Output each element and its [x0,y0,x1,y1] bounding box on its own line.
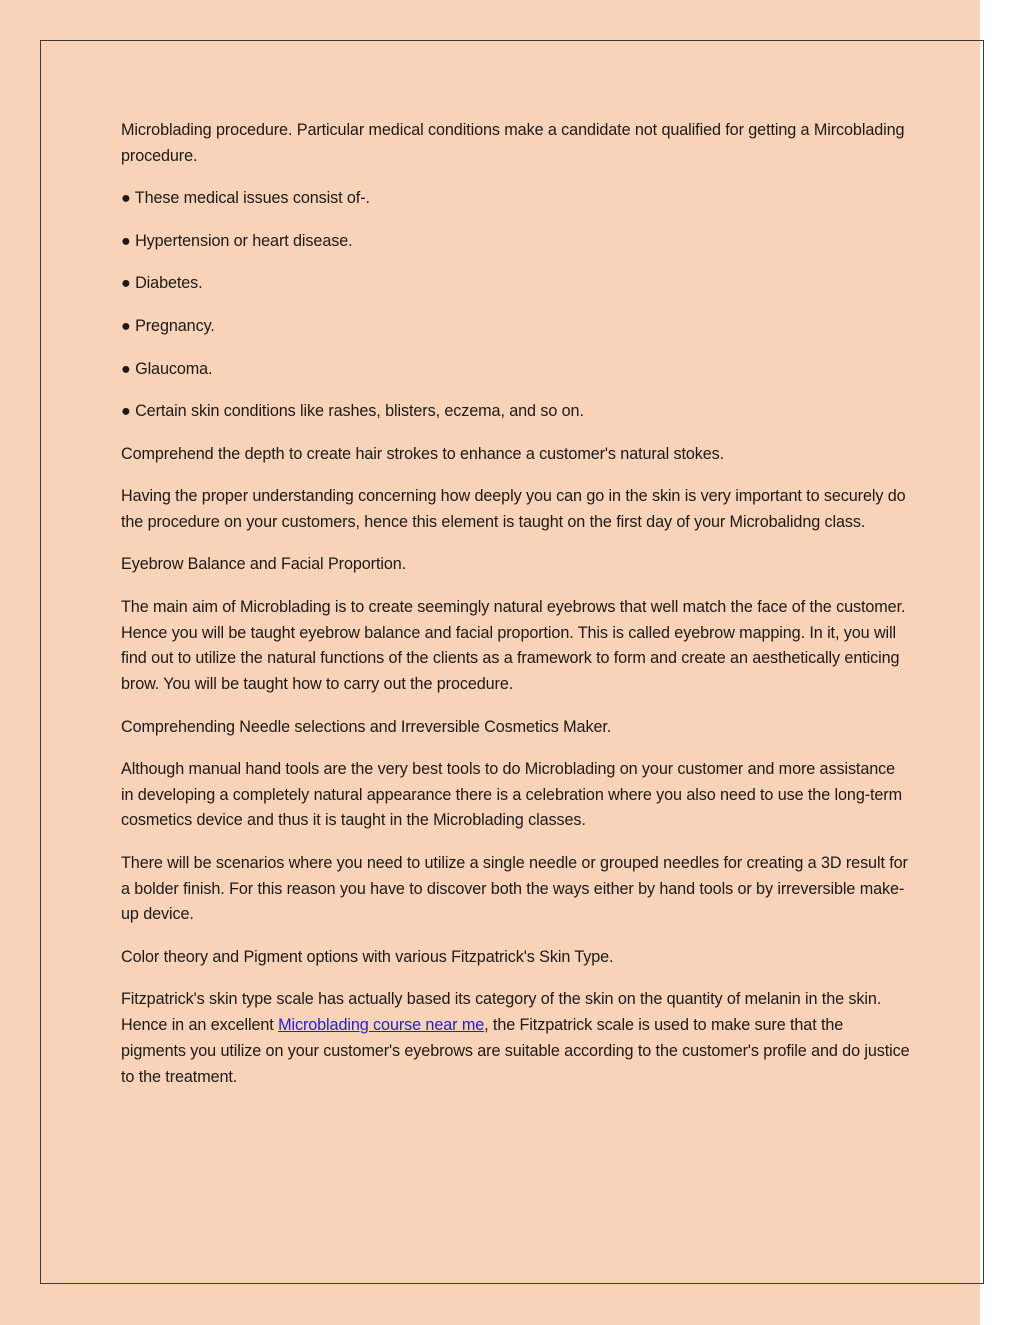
list-item-pregnancy: ● Pregnancy. [121,316,215,335]
section-heading-needle-selections: Comprehending Needle selections and Irreversible Cosmetics Maker. [121,717,612,736]
document-body [121,118,911,1107]
fitzpatrick-text-before-link: Fitzpatrick's skin type scale has actually based its category of the skin on the quantity of melanin in the skin. Hence in an excellent [121,990,882,1035]
list-item-diabetes: ● Diabetes. [121,274,203,293]
paragraph-intro: Microblading procedure. Particular medical conditions make a candidate not qualified for getting a Mircoblading procedure. [121,121,905,165]
section-heading-hair-strokes: Comprehend the depth to create hair strokes to enhance a customer's natural stokes. [121,444,725,463]
list-item-skin-conditions: ● Certain skin conditions like rashes, blisters, eczema, and so on. [121,402,584,421]
paragraph-skin-depth: Having the proper understanding concerning how deeply you can go in the skin is very important to securely do the procedure on your customers, hence this element is taught on the first day of your Microbalidng class. [121,487,906,531]
list-item-medical-issues-heading: ● These medical issues consist of-. [121,189,370,208]
paragraph-needle-scenarios: There will be scenarios where you need to utilize a single needle or grouped needles for creating a 3D result for a bolder finish. For this reason you have to discover both the ways either by hand tools or by irreversible make-up device. [121,853,908,924]
section-heading-color-theory: Color theory and Pigment options with various Fitzpatrick's Skin Type. [121,947,614,966]
section-heading-eyebrow-balance: Eyebrow Balance and Facial Proportion. [121,555,407,574]
paragraph-eyebrow-mapping: The main aim of Microblading is to create seemingly natural eyebrows that well match the face of the customer. Hence you will be taught eyebrow balance and facial proportion. This is called eyebrow mapping. In it, you will find out to utilize the natural functions of the clients as a framework to form and create an aesthetically enticing brow. You will be taught how to carry out the procedure. [121,597,906,694]
list-item-hypertension: ● Hypertension or heart disease. [121,231,353,250]
paragraph-manual-tools: Although manual hand tools are the very best tools to do Microblading on your customer and more assistance in developing a completely natural appearance there is a celebration where you also need to use the long-term cosmetics device and thus it is taught in the Microblading classes. [121,759,902,830]
microblading-course-link[interactable]: Microblading course near me [278,1016,485,1035]
fitzpatrick-text-after-link: , the Fitzpatrick scale is used to make sure that the pigments you utilize on your customer's eyebrows are suitable according to the customer's profile and do justice to the treatment. [121,1016,910,1086]
paragraph-fitzpatrick [121,987,911,1090]
list-item-glaucoma: ● Glaucoma. [121,359,213,378]
